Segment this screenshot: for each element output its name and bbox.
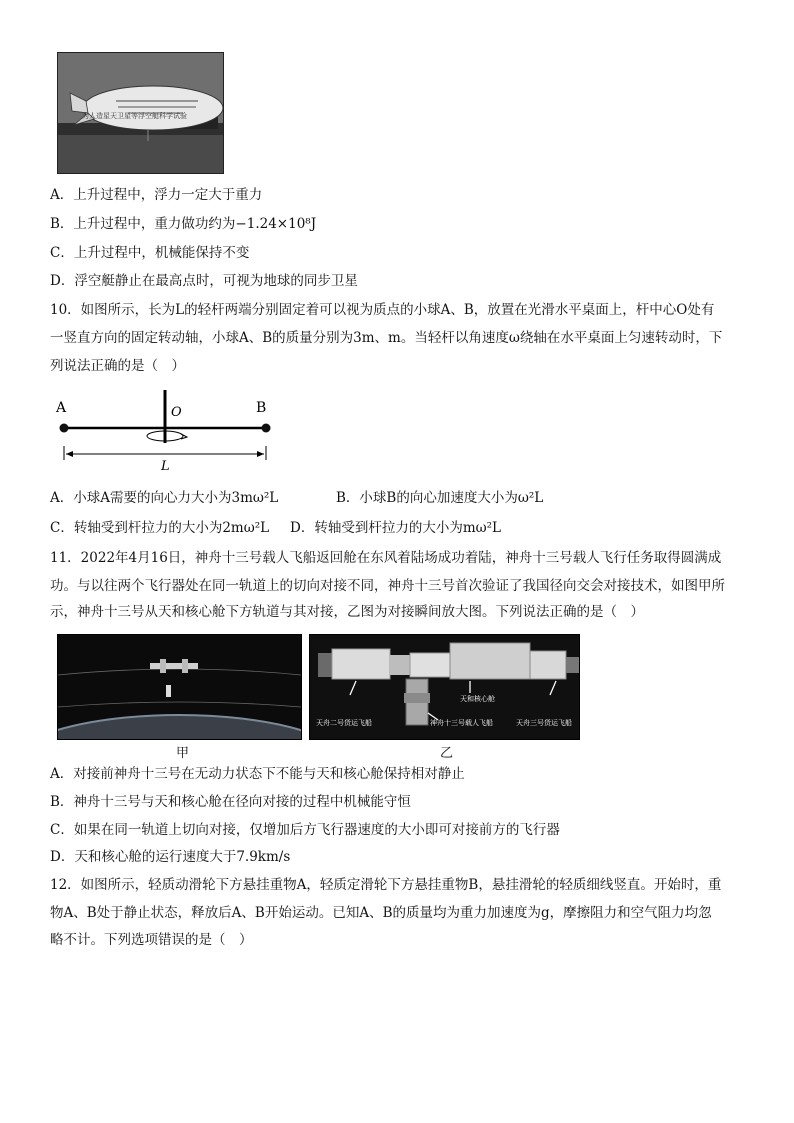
q12-stem-line3: 略不计。下列选项错误的是（ ）: [50, 932, 253, 948]
label-a: A: [56, 400, 67, 416]
label-b: B: [256, 400, 267, 416]
q10-stem-line3: 列说法正确的是（ ）: [50, 358, 185, 374]
caption-yi: 乙: [440, 746, 454, 761]
airship-hull-label: 为人造星天卫星等浮空艇科学试验: [82, 112, 187, 120]
label-l: L: [161, 459, 170, 474]
q9-option-a: A．上升过程中，浮力一定大于重力: [50, 187, 263, 203]
q10-option-d: D．转轴受到杆拉力的大小为mω²L: [290, 520, 502, 536]
label-o: O: [171, 405, 182, 420]
q11-stem-line2: 功。与以往两个飞行器处在同一轨道上的切向对接不同，神舟十三号首次验证了我国径向交会对接技术，如图甲所: [50, 578, 725, 594]
label-tianhe: 天和核心舱: [460, 695, 495, 703]
q11-option-a: A．对接前神舟十三号在无动力状态下不能与天和核心舱保持相对静止: [50, 766, 465, 782]
q11-stem-line1: 11．2022年4月16日，神舟十三号载人飞船返回舱在东风着陆场成功着陆，神舟十三号载人飞行任务取得圆满成: [50, 550, 722, 566]
q9-option-c: C．上升过程中，机械能保持不变: [50, 245, 250, 261]
docking-photo-yi: [309, 634, 580, 740]
q10-stem-line1: 10．如图所示，长为L的轻杆两端分别固定着可以视为质点的小球A、B，放置在光滑水平桌面上，杆中心O处有: [50, 302, 715, 318]
q10-stem-line2: 一竖直方向的固定转动轴，小球A、B的质量分别为3m、m。当轻杆以角速度ω绕轴在水平桌面上匀速转动时，下: [50, 330, 723, 346]
q12-stem-line1: 12．如图所示，轻质动滑轮下方悬挂重物A，轻质定滑轮下方悬挂重物B，悬挂滑轮的轻质细线竖直。开始时，重: [50, 877, 722, 893]
airship-hull-text: [80, 108, 200, 122]
q10-option-b: B．小球B的向心加速度大小为ω²L: [336, 490, 544, 506]
q9-option-b: B．上升过程中，重力做功约为−1.24×10⁸J: [50, 216, 317, 232]
q10-option-a: A．小球A需要的向心力大小为3mω²L: [50, 490, 279, 506]
q11-option-b: B．神舟十三号与天和核心舱在径向对接的过程中机械能守恒: [50, 794, 411, 810]
label-tianzhou2: 天舟二号货运飞船: [316, 719, 372, 727]
q11-stem-line3: 示，神舟十三号从天和核心舱下方轨道与其对接，乙图为对接瞬间放大图。下列说法正确的是（ ）: [50, 604, 644, 620]
q11-option-d: D．天和核心舱的运行速度大于7.9km/s: [50, 849, 291, 865]
label-shenzhou13: 神舟十三号载人飞船: [430, 719, 493, 727]
q12-stem-line2: 物A、B处于静止状态，释放后A、B开始运动。已知A、B的质量均为重力加速度为g，摩擦阻力和空气阻力均忽: [50, 905, 712, 921]
label-tianzhou3: 天舟三号货运飞船: [516, 719, 572, 727]
caption-jia: 甲: [176, 746, 190, 761]
q9-option-d: D．浮空艇静止在最高点时，可视为地球的同步卫星: [50, 273, 358, 289]
q11-option-c: C．如果在同一轨道上切向对接，仅增加后方飞行器速度的大小即可对接前方的飞行器: [50, 822, 560, 838]
rotating-rod-diagram: [50, 388, 290, 478]
q10-option-c: C．转轴受到杆拉力的大小为2mω²L: [50, 520, 270, 536]
docking-photo-jia: [57, 634, 302, 740]
